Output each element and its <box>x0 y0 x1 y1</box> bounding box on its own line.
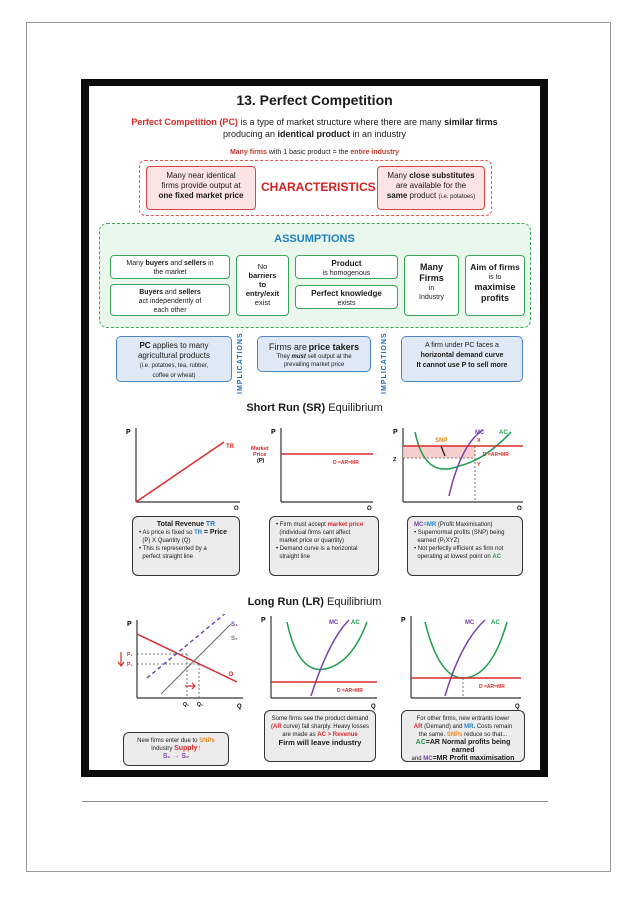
sr-box-total-revenue: Total Revenue TR • As price is fixed so TR = Price (P) X Quantity (Q) • This is represented by a perfect straight line <box>132 516 240 576</box>
axis-p: P <box>127 621 132 628</box>
market-price-label-2: Price <box>253 452 267 458</box>
implication-horizontal-demand: A firm under PC faces a horizontal demand curve It cannot use P to sell more <box>401 336 523 382</box>
sr-heading: Short Run (SR) Equilibrium <box>246 402 383 414</box>
axis-q: Q <box>234 506 239 510</box>
snp-label: SNP <box>435 438 448 444</box>
sr-box-profit-max: MC=MR (Profit Maximisation) • Supernormal profits (SNP) being earned (P₁XYZ) • Not perfectly efficient as firm not operating at lowest point on AC <box>407 516 523 576</box>
z-point-label: Z <box>393 457 397 463</box>
lr-graph-supply-shift <box>117 614 247 712</box>
lr-graph-normal-profit <box>399 612 525 712</box>
axis-q: Q <box>517 506 522 510</box>
supply-s1 <box>161 624 231 694</box>
implications-label-right: IMPLICATIONS <box>381 332 388 394</box>
assumption-aim-of-firms: Aim of firms is to maximise profits <box>465 255 525 316</box>
assumption-independent: Buyers and sellers act independently of each other <box>110 284 230 316</box>
x-point-label: X <box>477 438 481 444</box>
ac-label: AC <box>351 620 360 626</box>
poster-title: 13. Perfect Competition <box>236 92 393 108</box>
tr-line <box>136 442 224 502</box>
intro-text: Perfect Competition (PC) is a type of market structure where there are many similar firms producing an identical product in an industry <box>131 117 498 139</box>
mc-label: MC <box>329 620 339 626</box>
implication-price-takers: Firms are price takers They must sell output at the prevailing market price <box>257 336 371 372</box>
price-down-arrow <box>118 652 124 666</box>
p1-label: P₁ <box>127 652 133 658</box>
assumption-homogenous: Product is homogenous <box>295 255 398 279</box>
mc-label: MC <box>475 430 485 436</box>
dar-label: D =AR=MR <box>337 688 363 694</box>
sr-graph-total-revenue <box>124 424 244 510</box>
note-line: Many firms with 1 basic product = the entire industry <box>229 149 400 156</box>
lr-graph-losses <box>259 612 381 712</box>
sr-graph-market-price <box>249 424 377 510</box>
axis-p: P <box>393 429 398 436</box>
axis-q: Q <box>515 704 520 710</box>
axis-q: Q <box>371 704 376 710</box>
axis-p: P <box>126 429 131 436</box>
q2-label: Q₂ <box>197 702 204 708</box>
axis-p: P <box>261 617 266 624</box>
lr-box-new-firms: New firms enter due to SNPs Industry Supply↑ S₁ → S₂ <box>123 732 229 766</box>
axis-p: P <box>401 617 406 624</box>
ac-label: AC <box>491 620 500 626</box>
ac-curve <box>425 622 507 678</box>
s1-label: S₁ <box>231 622 238 628</box>
assumptions-heading: ASSUMPTIONS <box>274 233 355 245</box>
assumption-many-firms: Many Firms in Industry <box>404 255 459 316</box>
assumption-buyers-sellers: Many buyers and sellers in the market <box>110 255 230 279</box>
q1-label: Q₁ <box>183 702 189 708</box>
y-point-label: Y <box>477 462 481 468</box>
characteristics-heading: CHARACTERISTICS <box>261 180 376 194</box>
ac-label: AC <box>499 430 508 436</box>
implications-label-left: IMPLICATIONS <box>237 332 244 394</box>
dar-label: D =AR=MR <box>333 460 359 466</box>
d-label: D <box>229 672 234 678</box>
assumption-perfect-knowledge: Perfect knowledge exists <box>295 285 398 309</box>
lr-box-normal-profit: For other firms, new entrants lower AR (Demand) and MR. Costs remain the same. SNPs reduce so that... AC=AR Normal profits being earned and MC=MR Profit maximisation <box>401 710 525 762</box>
tr-label: TR <box>226 444 234 450</box>
footer-rule <box>82 801 548 802</box>
quantity-right-arrow <box>185 683 195 689</box>
lr-heading: Long Run (LR) Equilibrium <box>247 596 382 608</box>
implication-agricultural: PC applies to many agricultural products (i.e. potatoes, tea, rubber, coffee or wheat) <box>116 336 232 382</box>
dar-label: D =AR=MR <box>479 684 505 690</box>
dar-label: D =AR=MR <box>483 452 509 458</box>
mc-label: MC <box>465 620 475 626</box>
sr-box-market-price: • Firm must accept market price (individual firms cant affect market price or quantity) • Demand curve is a horizontal straight line <box>269 516 379 576</box>
characteristic-left: Many near identical firms provide output at one fixed market price <box>146 166 256 210</box>
axis-q: Q <box>367 506 372 510</box>
axis-p: P <box>271 429 276 436</box>
poster <box>89 86 540 770</box>
characteristic-right: Many close substitutes are available for the same product (i.e. potatoes) <box>377 166 485 210</box>
market-price-label-3: (P) <box>257 458 265 464</box>
p2-label: P₂ <box>127 662 133 668</box>
assumption-no-barriers: No barriers to entry/exit exist <box>236 255 289 316</box>
ac-curve <box>287 622 367 670</box>
sr-graph-profit-max <box>389 424 527 510</box>
mc-curve <box>311 620 349 696</box>
lr-box-losses: Some firms see the product demand (AR curve) fall sharply. Heavy losses are made as AC > Revenue Firm will leave industry <box>264 710 376 762</box>
axis-q: Q <box>237 704 242 710</box>
s2-label: S₂ <box>231 636 238 642</box>
market-price-label-1: Market <box>251 446 269 452</box>
